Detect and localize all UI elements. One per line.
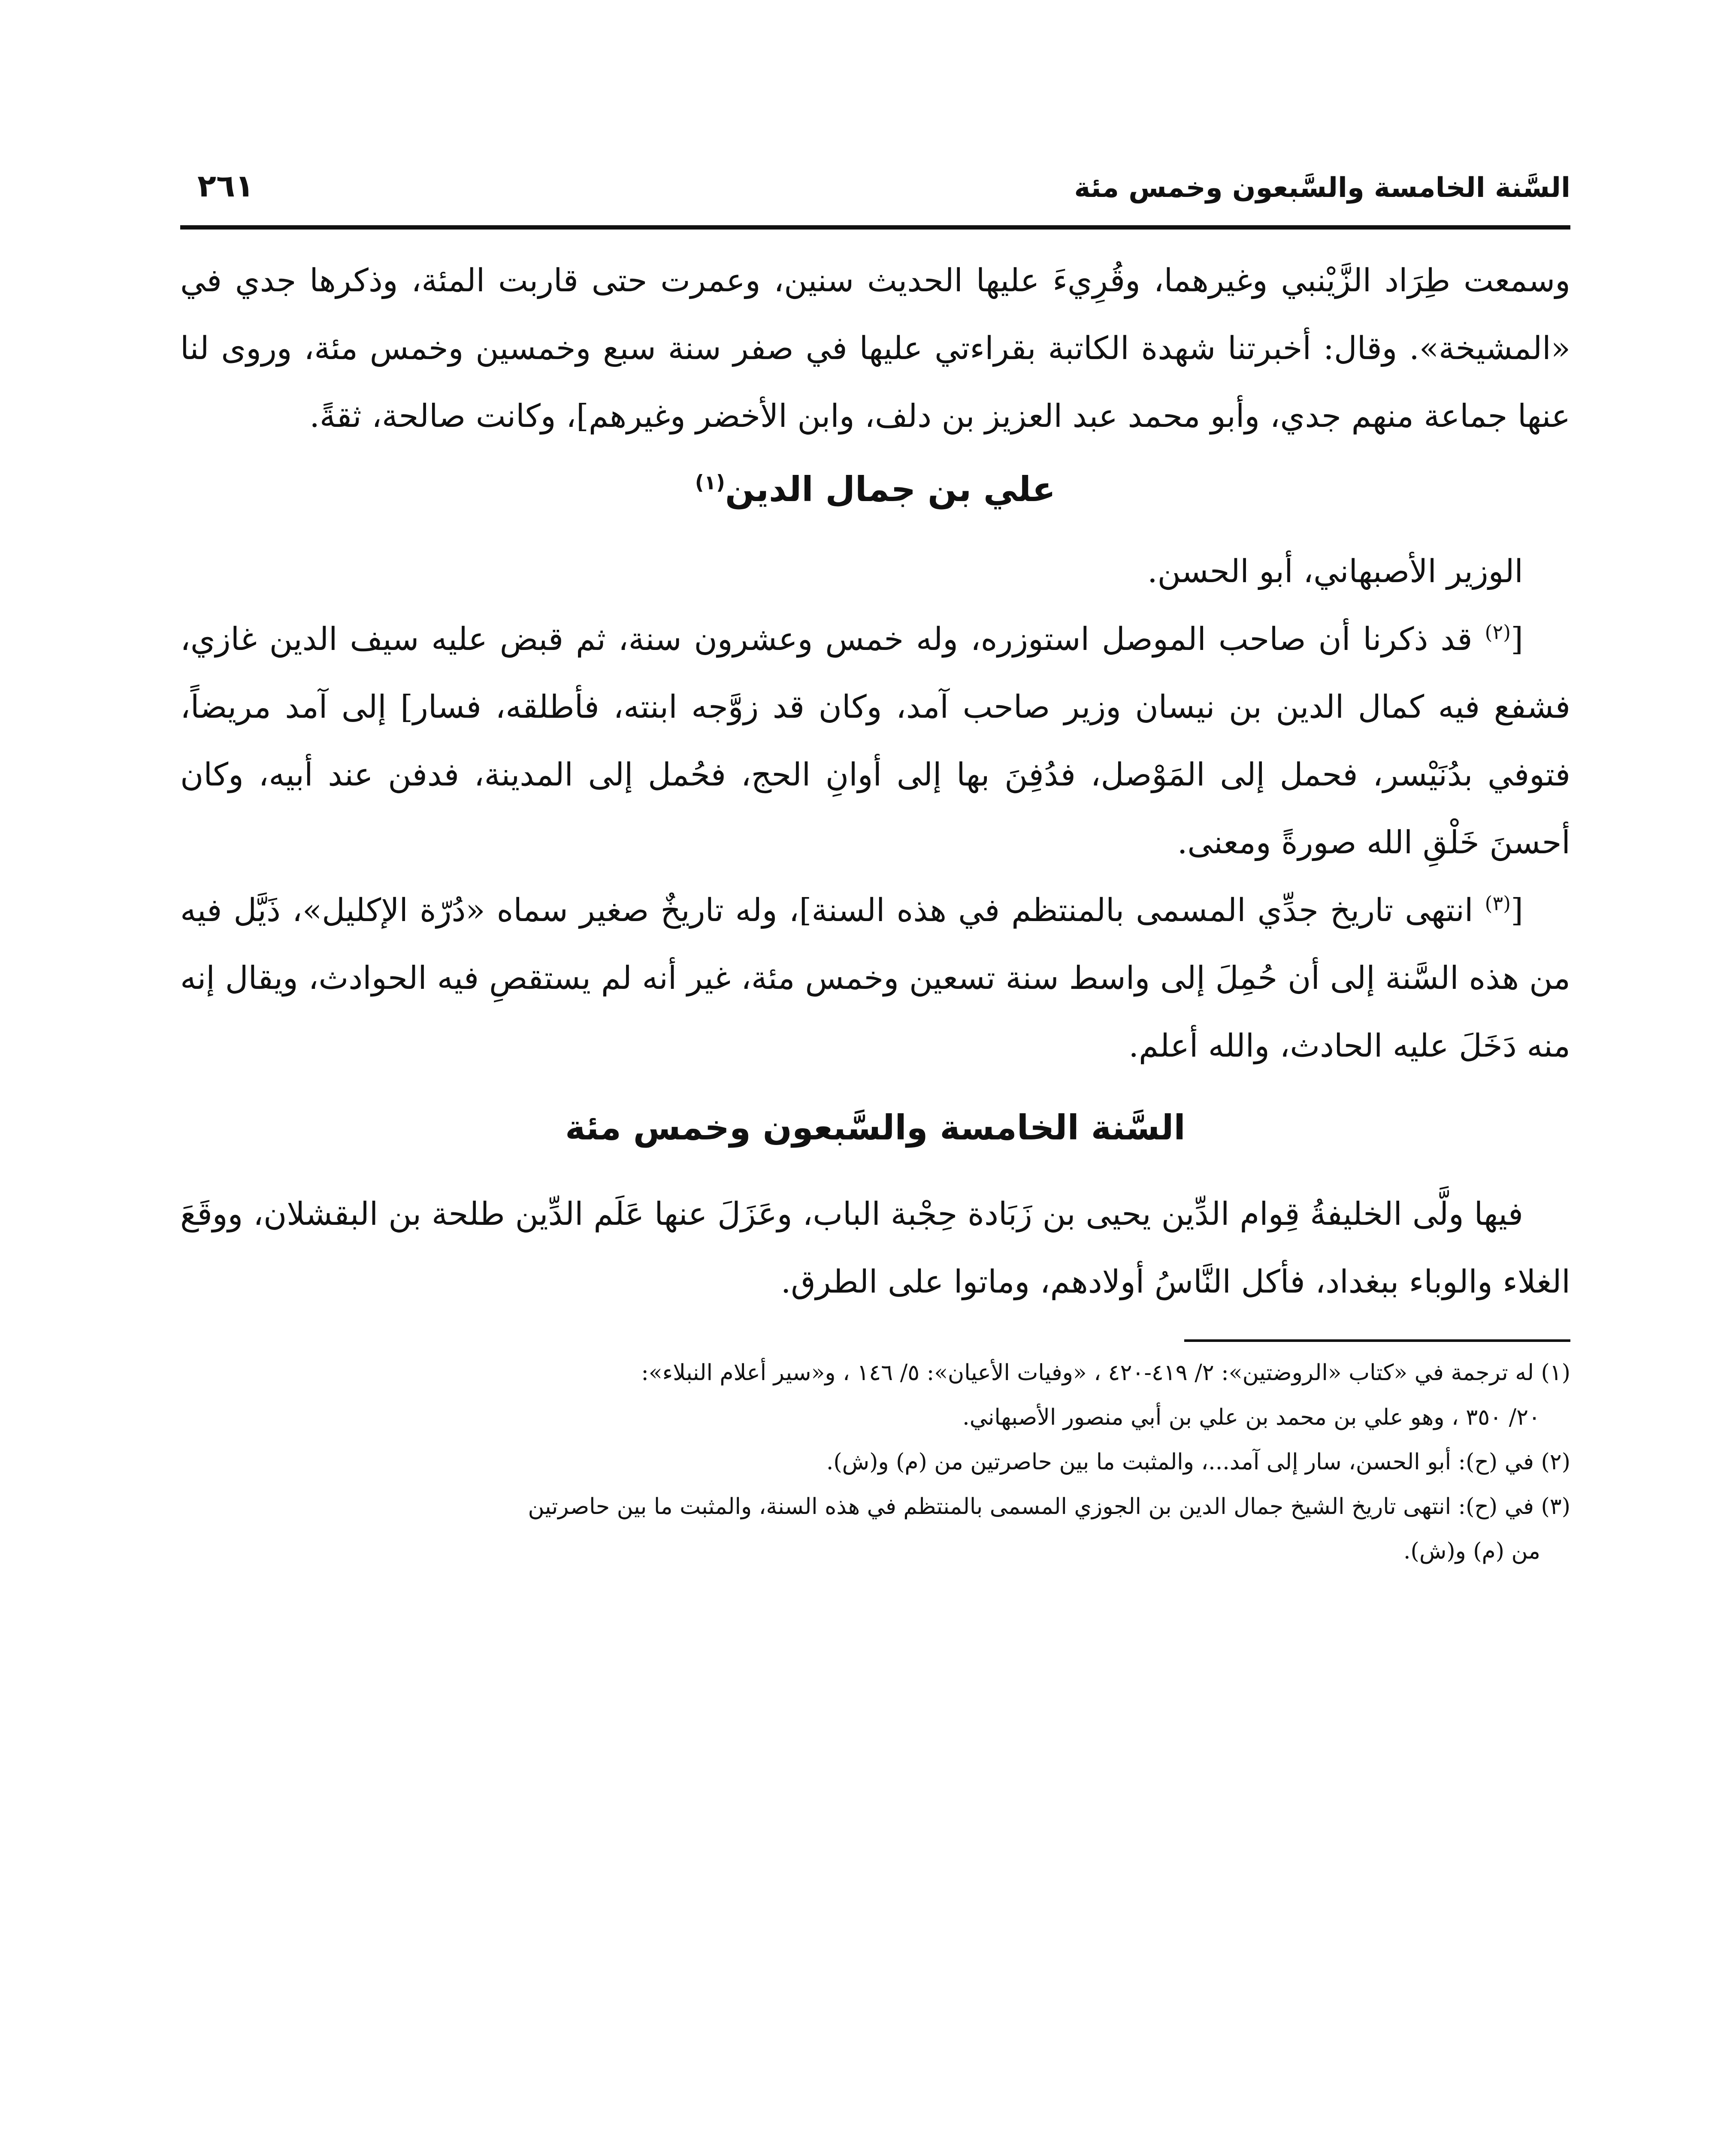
footnote-1-cont: ٢٠/ ٣٥٠ ، وهو علي بن محمد بن علي بن أبي منصور الأصبهاني. [962, 1405, 1540, 1430]
paragraph-2: الوزير الأصبهاني، أبو الحسن. [1147, 553, 1523, 590]
paragraph-4: [$^{(٣)}$ انتهى تاريخ جدِّي المسمى بالمنتظم في هذه السنة]، وله تاريخٌ صغير سماه «دُرّة الإكليل»، ذَيَّل فيه من هذه السَّنة إلى أن حُمِلَ إلى واسط سنة تسعين وخمس مئة، غير أنه لم يستقصِ فيه الحوادث، ويقال إنه منه دَخَلَ عليه الحادث، والله أعلم. [180, 891, 1570, 1064]
paragraph-3-text: قد ذكرنا أن صاحب الموصل استوزره، وله خمس وعشرون سنة، ثم قبض عليه سيف الدين غازي، فشفع فيه كمال الدين بن نيسان وزير صاحب آمد، وكان قد زوَّجه ابنته، فأطلقه، فسار] إلى آمد مريضاً، فتوفي بدُنَيْسر، فحمل إلى المَوْصل، فدُفِنَ بها إلى أوانِ الحج، فحُمل إلى المدينة، فدفن عند أبيه، وكان أحسنَ خَلْقِ الله صورةً ومعنى. [180, 621, 1570, 861]
footnote-3-cont: من (م) و(ش). [1403, 1538, 1540, 1564]
paragraph-4-text: انتهى تاريخ جدِّي المسمى بالمنتظم في هذه السنة]، وله تاريخٌ صغير سماه «دُرّة الإكليل»، ذَيَّل فيه من هذه السَّنة إلى أن حُمِلَ إلى واسط سنة تسعين وخمس مئة، غير أنه لم يستقصِ فيه الحوادث، ويقال إنه منه دَخَلَ عليه الحادث، والله أعلم. [180, 892, 1570, 1064]
footnote-1: (١) له ترجمة في «كتاب «الروضتين»: ٢/ ٤١٩-٤٢٠ ، «وفيات الأعيان»: ٥/ ١٤٦ ، و«سير أعلام النبلاء»: [641, 1360, 1570, 1386]
footnotes [180, 1350, 1570, 1574]
paragraph-3: [$^{(٢)}$ قد ذكرنا أن صاحب الموصل استوزره، وله خمس وعشرون سنة، ثم قبض عليه سيف الدين غازي، فشفع فيه كمال الدين بن نيسان وزير صاحب آمد، وكان قد زوَّجه ابنته، فأطلقه، فسار] إلى آمد مريضاً، فتوفي بدُنَيْسر، فحمل إلى المَوْصل، فدُفِنَ بها إلى أوانِ الحج، فحُمل إلى المدينة، فدفن عند أبيه، وكان أحسنَ خَلْقِ الله صورةً ومعنى. [180, 620, 1570, 861]
footnote-ref-2: (٢) [1485, 620, 1511, 644]
footnote-2: (٢) في (ح): أبو الحسن، سار إلى آمد...، والمثبت ما بين حاصرتين من (م) و(ش). [826, 1449, 1570, 1475]
footnote-divider [1184, 1339, 1570, 1342]
book-page [180, 167, 1570, 2145]
section-heading-ali [180, 467, 1570, 512]
section-heading-year: السَّنة الخامسة والسَّبعون وخمس مئة [565, 1108, 1186, 1148]
heading-text: علي بن جمال الدين [725, 469, 1056, 509]
running-title: السَّنة الخامسة والسَّبعون وخمس مئة [1074, 172, 1570, 204]
page-number: ٢٦١ [197, 168, 254, 204]
page-body [180, 230, 1570, 1574]
page-header [180, 167, 1570, 230]
footnote-3: (٣) في (ح): انتهى تاريخ الشيخ جمال الدين بن الجوزي المسمى بالمنتظم في هذه السنة، والمثبت ما بين حاصرتين [528, 1494, 1570, 1520]
paragraph-1: وسمعت طِرَاد الزَّيْنبي وغيرهما، وقُرِيءَ عليها الحديث سنين، وعمرت حتى قاربت المئة، وذكرها جدي في «المشيخة». وقال: أخبرتنا شهدة الكاتبة بقراءتي عليها في صفر سنة سبع وخمسين وخمس مئة، وروى لنا عنها جماعة منهم جدي، وأبو محمد عبد العزيز بن دلف، وابن الأخضر وغيرهم]، وكانت صالحة، ثقةً. [180, 262, 1570, 435]
paragraph-5: فيها ولَّى الخليفةُ قِوام الدِّين يحيى بن زَبَادة حِجْبة الباب، وعَزَلَ عنها عَلَم الدِّين طلحة بن البقشلان، ووقَعَ الغلاء والوباء ببغداد، فأكل النَّاسُ أولادهم، وماتوا على الطرق. [180, 1196, 1570, 1300]
footnote-ref-3: (٣) [1485, 891, 1511, 915]
footnote-ref-1: (١) [695, 471, 725, 494]
